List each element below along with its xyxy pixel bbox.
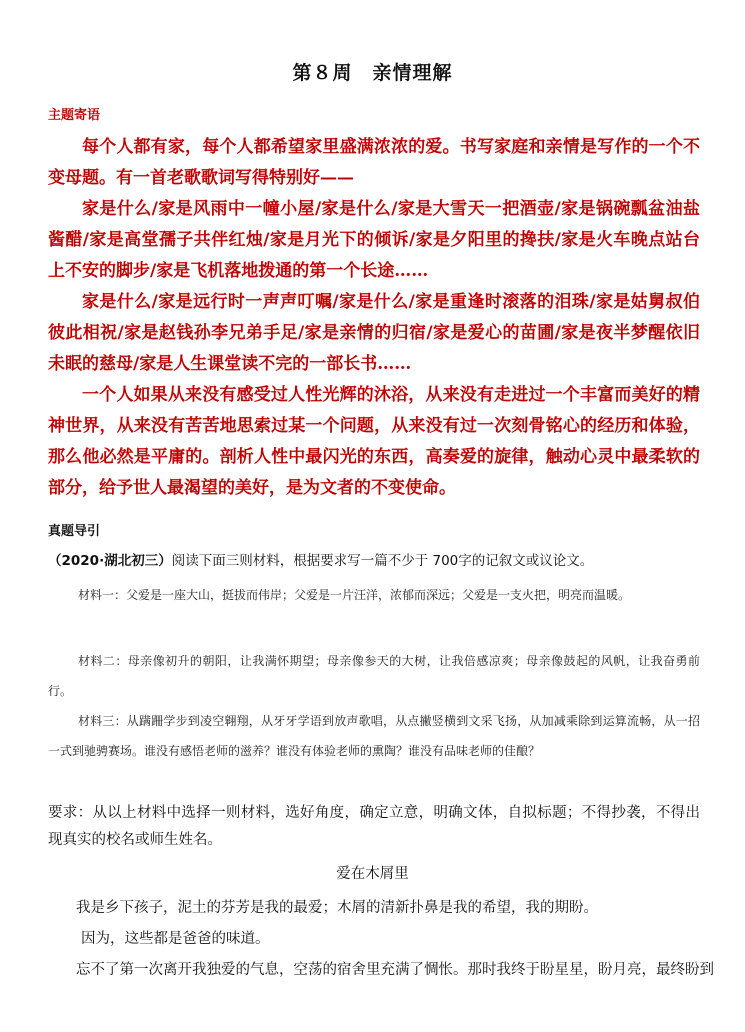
theme-paragraph: 一个人如果从来没有感受过人性光辉的沐浴，从来没有走进过一个丰富而美好的精神世界，从来没有苦苦地思索过某一个问题，从来没有过一次刻骨铭心的经历和体验，那么他必然是平庸的。剖析人性中最闪光的东西，高奏爱的旋律，触动心灵中最柔软的部分，给予世人最渴望的美好，是为文者的不变使命。 (48, 385, 700, 498)
essay-line: 因为，这些都是爸爸的味道。 (81, 931, 270, 947)
essay-line: 忘不了第一次离开我独爱的气息，空荡的宿舍里充满了惆怅。那时我终于盼星星，盼月亮，最终盼到 (76, 962, 714, 978)
material-2: 材料二：母亲像初升的朝阳，让我满怀期望；母亲像参天的大树，让我倍感凉爽；母亲像鼓起的风帆，让我奋勇前行。 (48, 654, 700, 698)
essay-title: 爱在木屑里 (336, 866, 409, 882)
question-source: （2020·湖北初三） (48, 553, 172, 569)
essay-line: 我是乡下孩子，泥土的芬芳是我的最爱；木屑的清新扑鼻是我的希望，我的期盼。 (76, 900, 598, 916)
theme-paragraph: 每个人都有家，每个人都希望家里盛满浓浓的爱。书写家庭和亲情是写作的一个不变母题。有一首老歌歌词写得特别好—— (48, 137, 700, 188)
theme-paragraph: 家是什么/家是风雨中一幢小屋/家是什么/家是大雪天一把酒壶/家是锅碗瓢盆油盐酱醋/家是高堂孺子共伴红烛/家是月光下的倾诉/家是夕阳里的搀扶/家是火车晚点站台上不安的脚步/家是飞机落地拨通的第一个长途…… (48, 199, 700, 281)
material-1: 材料一：父爱是一座大山，挺拔而伟岸；父爱是一片汪洋，浓郁而深远；父爱是一支火把，明亮而温暖。 (78, 588, 631, 602)
theme-paragraph: 家是什么/家是远行时一声声叮嘱/家是什么/家是重逢时滚落的泪珠/家是姑舅叔伯彼此相祝/家是赵钱孙李兄弟手足/家是亲情的归宿/家是爱心的苗圃/家是夜半梦醒依旧未眠的慈母/家是人生课堂读不完的一部长书…… (48, 292, 700, 374)
question-text: 阅读下面三则材料，根据要求写一篇不少于 700字的记叙文或议论文。 (171, 553, 594, 569)
theme-paragraphs (48, 132, 700, 504)
theme-heading: 主题寄语 (48, 108, 101, 123)
page-title: 第８周 亲情理解 (292, 62, 453, 84)
question-intro (48, 550, 700, 572)
exam-heading: 真题导引 (48, 524, 101, 539)
requirement-text: 要求：从以上材料中选择一则材料，选好角度，确定立意，明确文体，自拟标题；不得抄袭，不得出现真实的校名或师生姓名。 (48, 805, 700, 848)
material-3: 材料三：从蹒跚学步到凌空翱翔，从牙牙学语到放声歌唱，从点撇竖横到文采飞扬，从加减乘除到运算流畅，从一招一式到驰骋赛场。谁没有感悟老师的滋养？谁没有体验老师的熏陶？谁没有品味老师的佳酿？ (48, 714, 700, 758)
